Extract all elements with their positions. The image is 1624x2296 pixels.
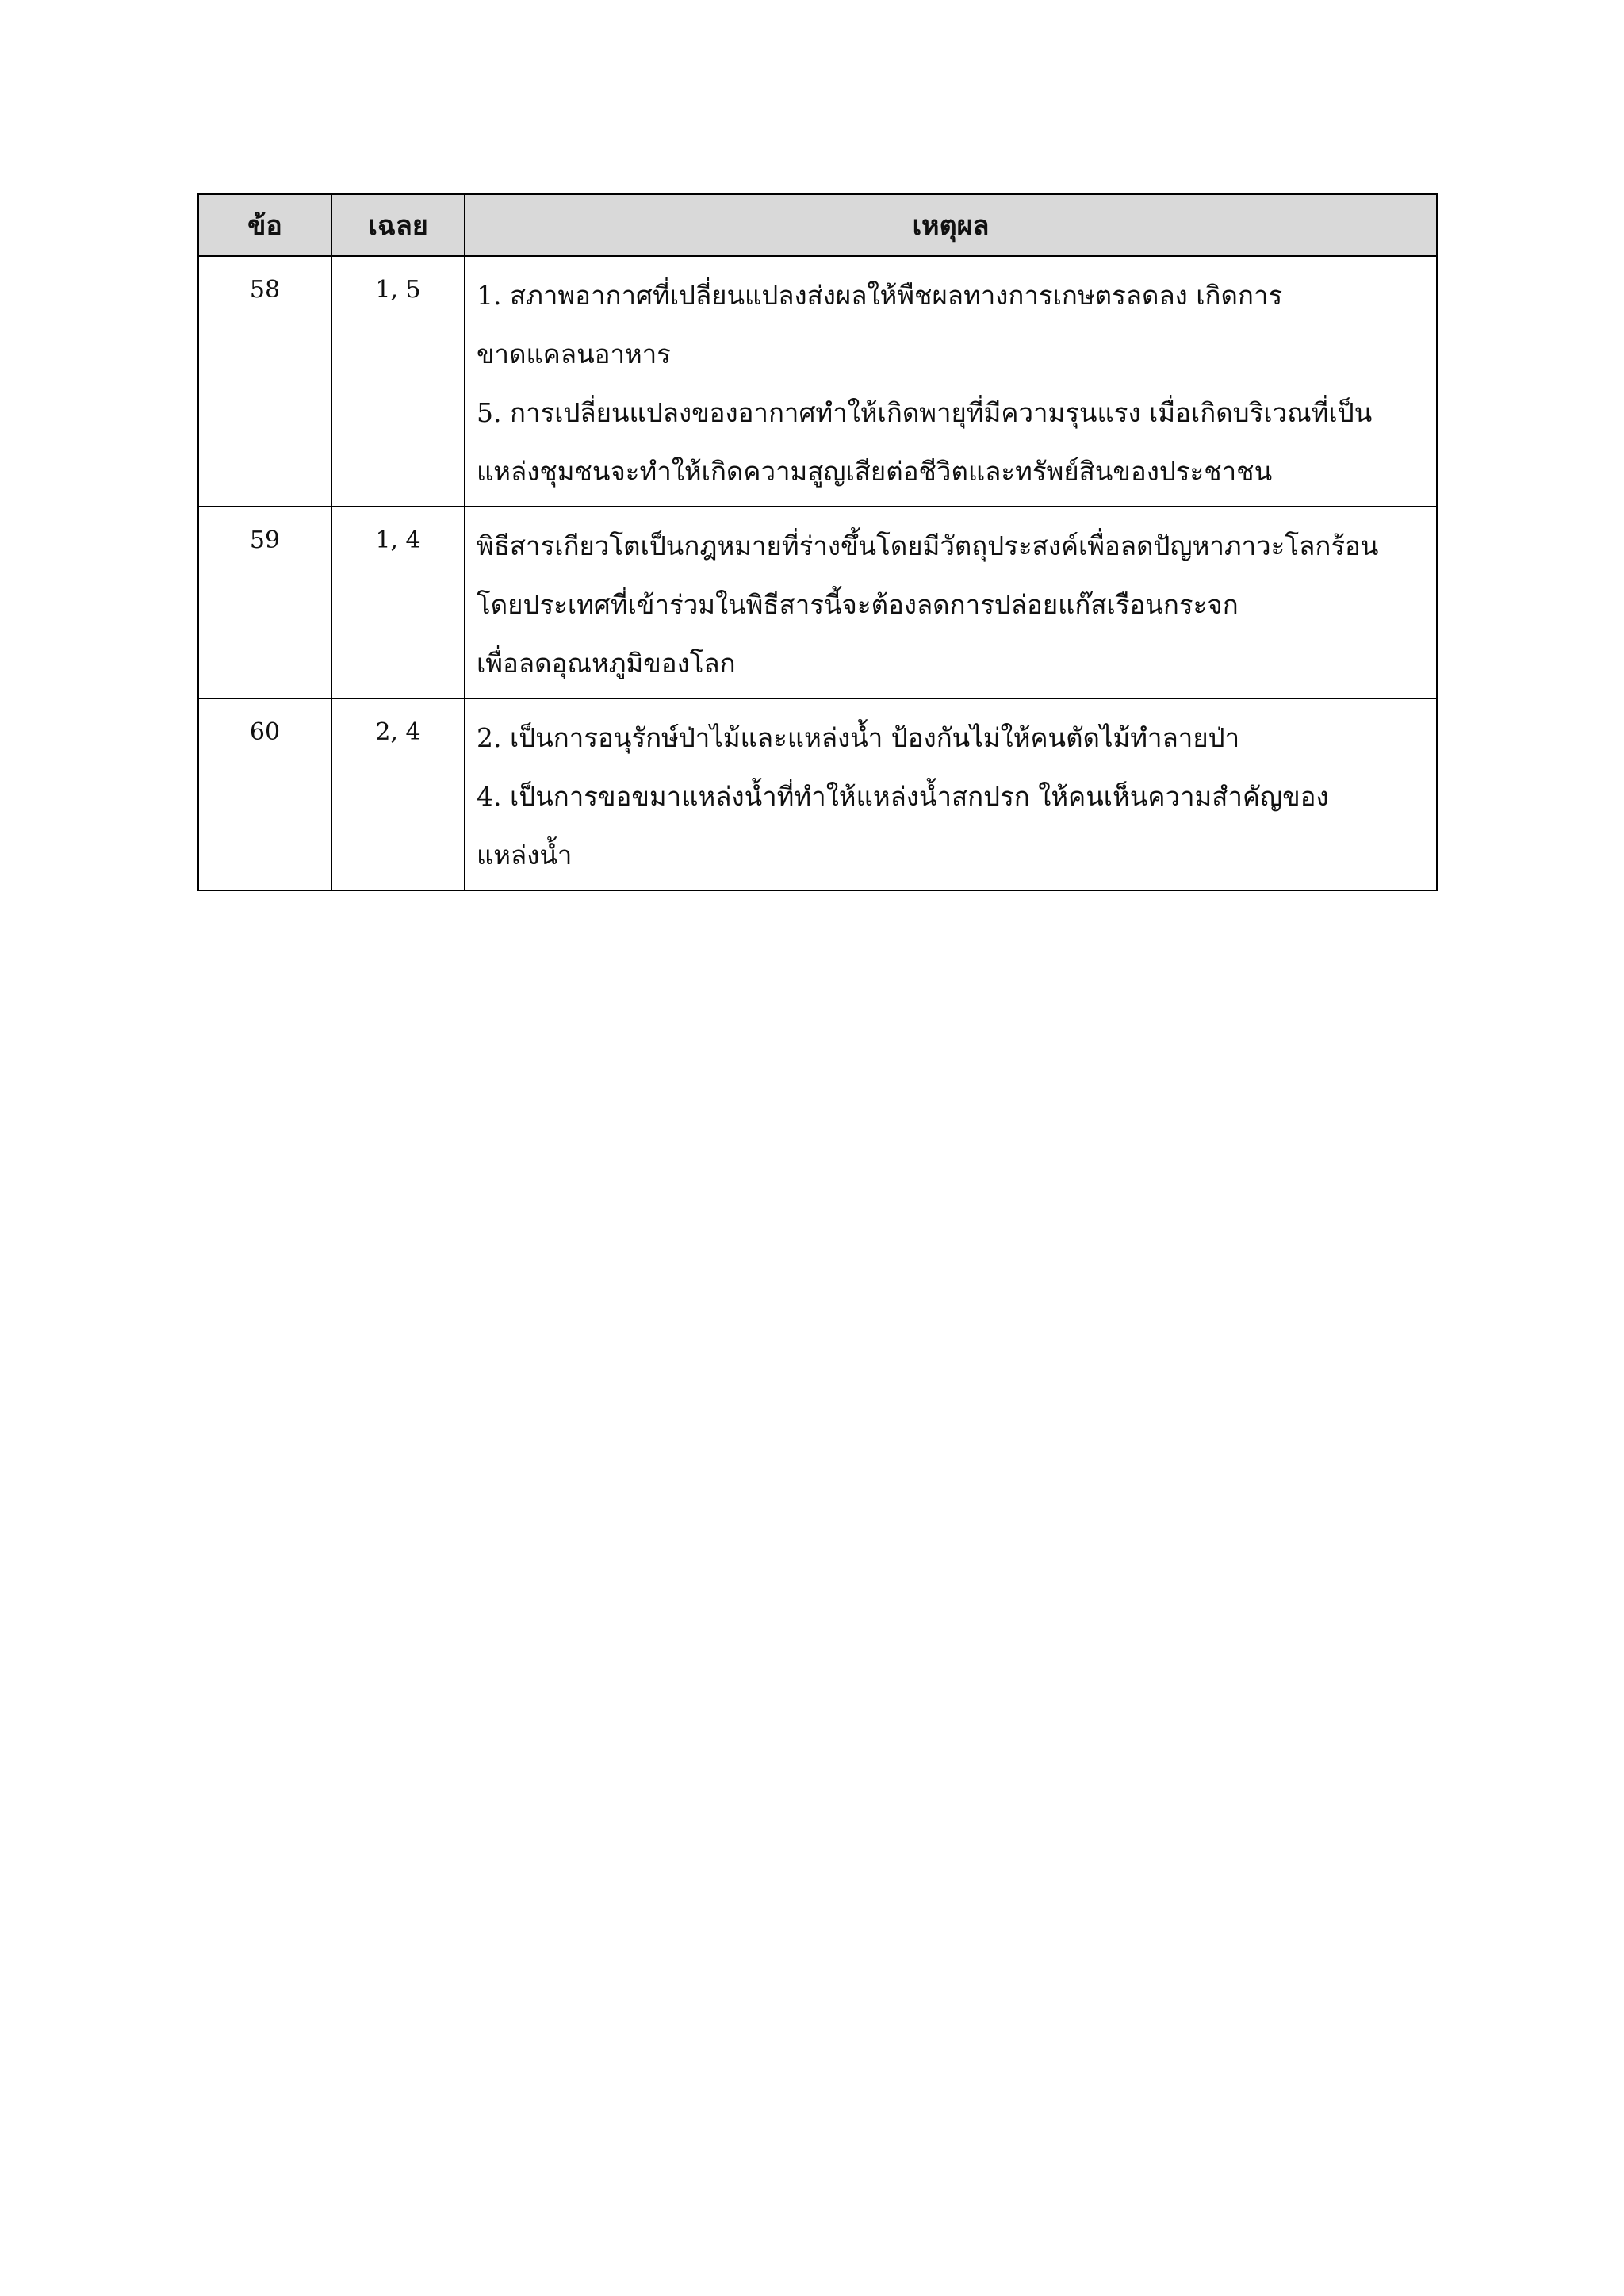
answer-value: 1, 4 [331,507,465,698]
header-answer: เฉลย [331,194,465,256]
reason-line: 2. เป็นการอนุรักษ์ป่าไม้และแหล่งน้ำ ป้องกันไม่ให้คนตัดไม้ทำลายป่า [477,722,1240,753]
reason-cell [465,698,1437,890]
header-reason: เหตุผล [465,194,1437,256]
question-number: 59 [198,507,331,698]
answer-value: 1, 5 [331,256,465,507]
reason-line: ขาดแคลนอาหาร [477,339,672,369]
reason-line: พิธีสารเกียวโตเป็นกฎหมายที่ร่างขึ้นโดยมีวัตถุประสงค์เพื่อลดปัญหาภาวะโลกร้อน [477,530,1379,561]
answer-table [197,193,1438,891]
reason-line: 4. เป็นการขอขมาแหล่งน้ำที่ทำให้แหล่งน้ำสกปรก ให้คนเห็นความสำคัญของ [477,781,1329,812]
reason-line: โดยประเทศที่เข้าร่วมในพิธีสารนี้จะต้องลดการปล่อยแก๊สเรือนกระจก [477,589,1239,620]
table-row [198,698,1437,890]
table-header-row [198,194,1437,256]
table-row [198,507,1437,698]
reason-cell [465,256,1437,507]
question-number: 58 [198,256,331,507]
reason-line: แหล่งชุมชนจะทำให้เกิดความสูญเสียต่อชีวิตและทรัพย์สินของประชาชน [477,456,1273,487]
reason-line: เพื่อลดอุณหภูมิของโลก [477,648,736,679]
reason-line: 5. การเปลี่ยนแปลงของอากาศทำให้เกิดพายุที่มีความรุนแรง เมื่อเกิดบริเวณที่เป็น [477,397,1373,428]
table-row [198,256,1437,507]
answer-value: 2, 4 [331,698,465,890]
reason-cell [465,507,1437,698]
reason-line: แหล่งน้ำ [477,840,573,871]
header-question-number: ข้อ [198,194,331,256]
question-number: 60 [198,698,331,890]
reason-line: 1. สภาพอากาศที่เปลี่ยนแปลงส่งผลให้พืชผลทางการเกษตรลดลง เกิดการ [477,280,1283,311]
